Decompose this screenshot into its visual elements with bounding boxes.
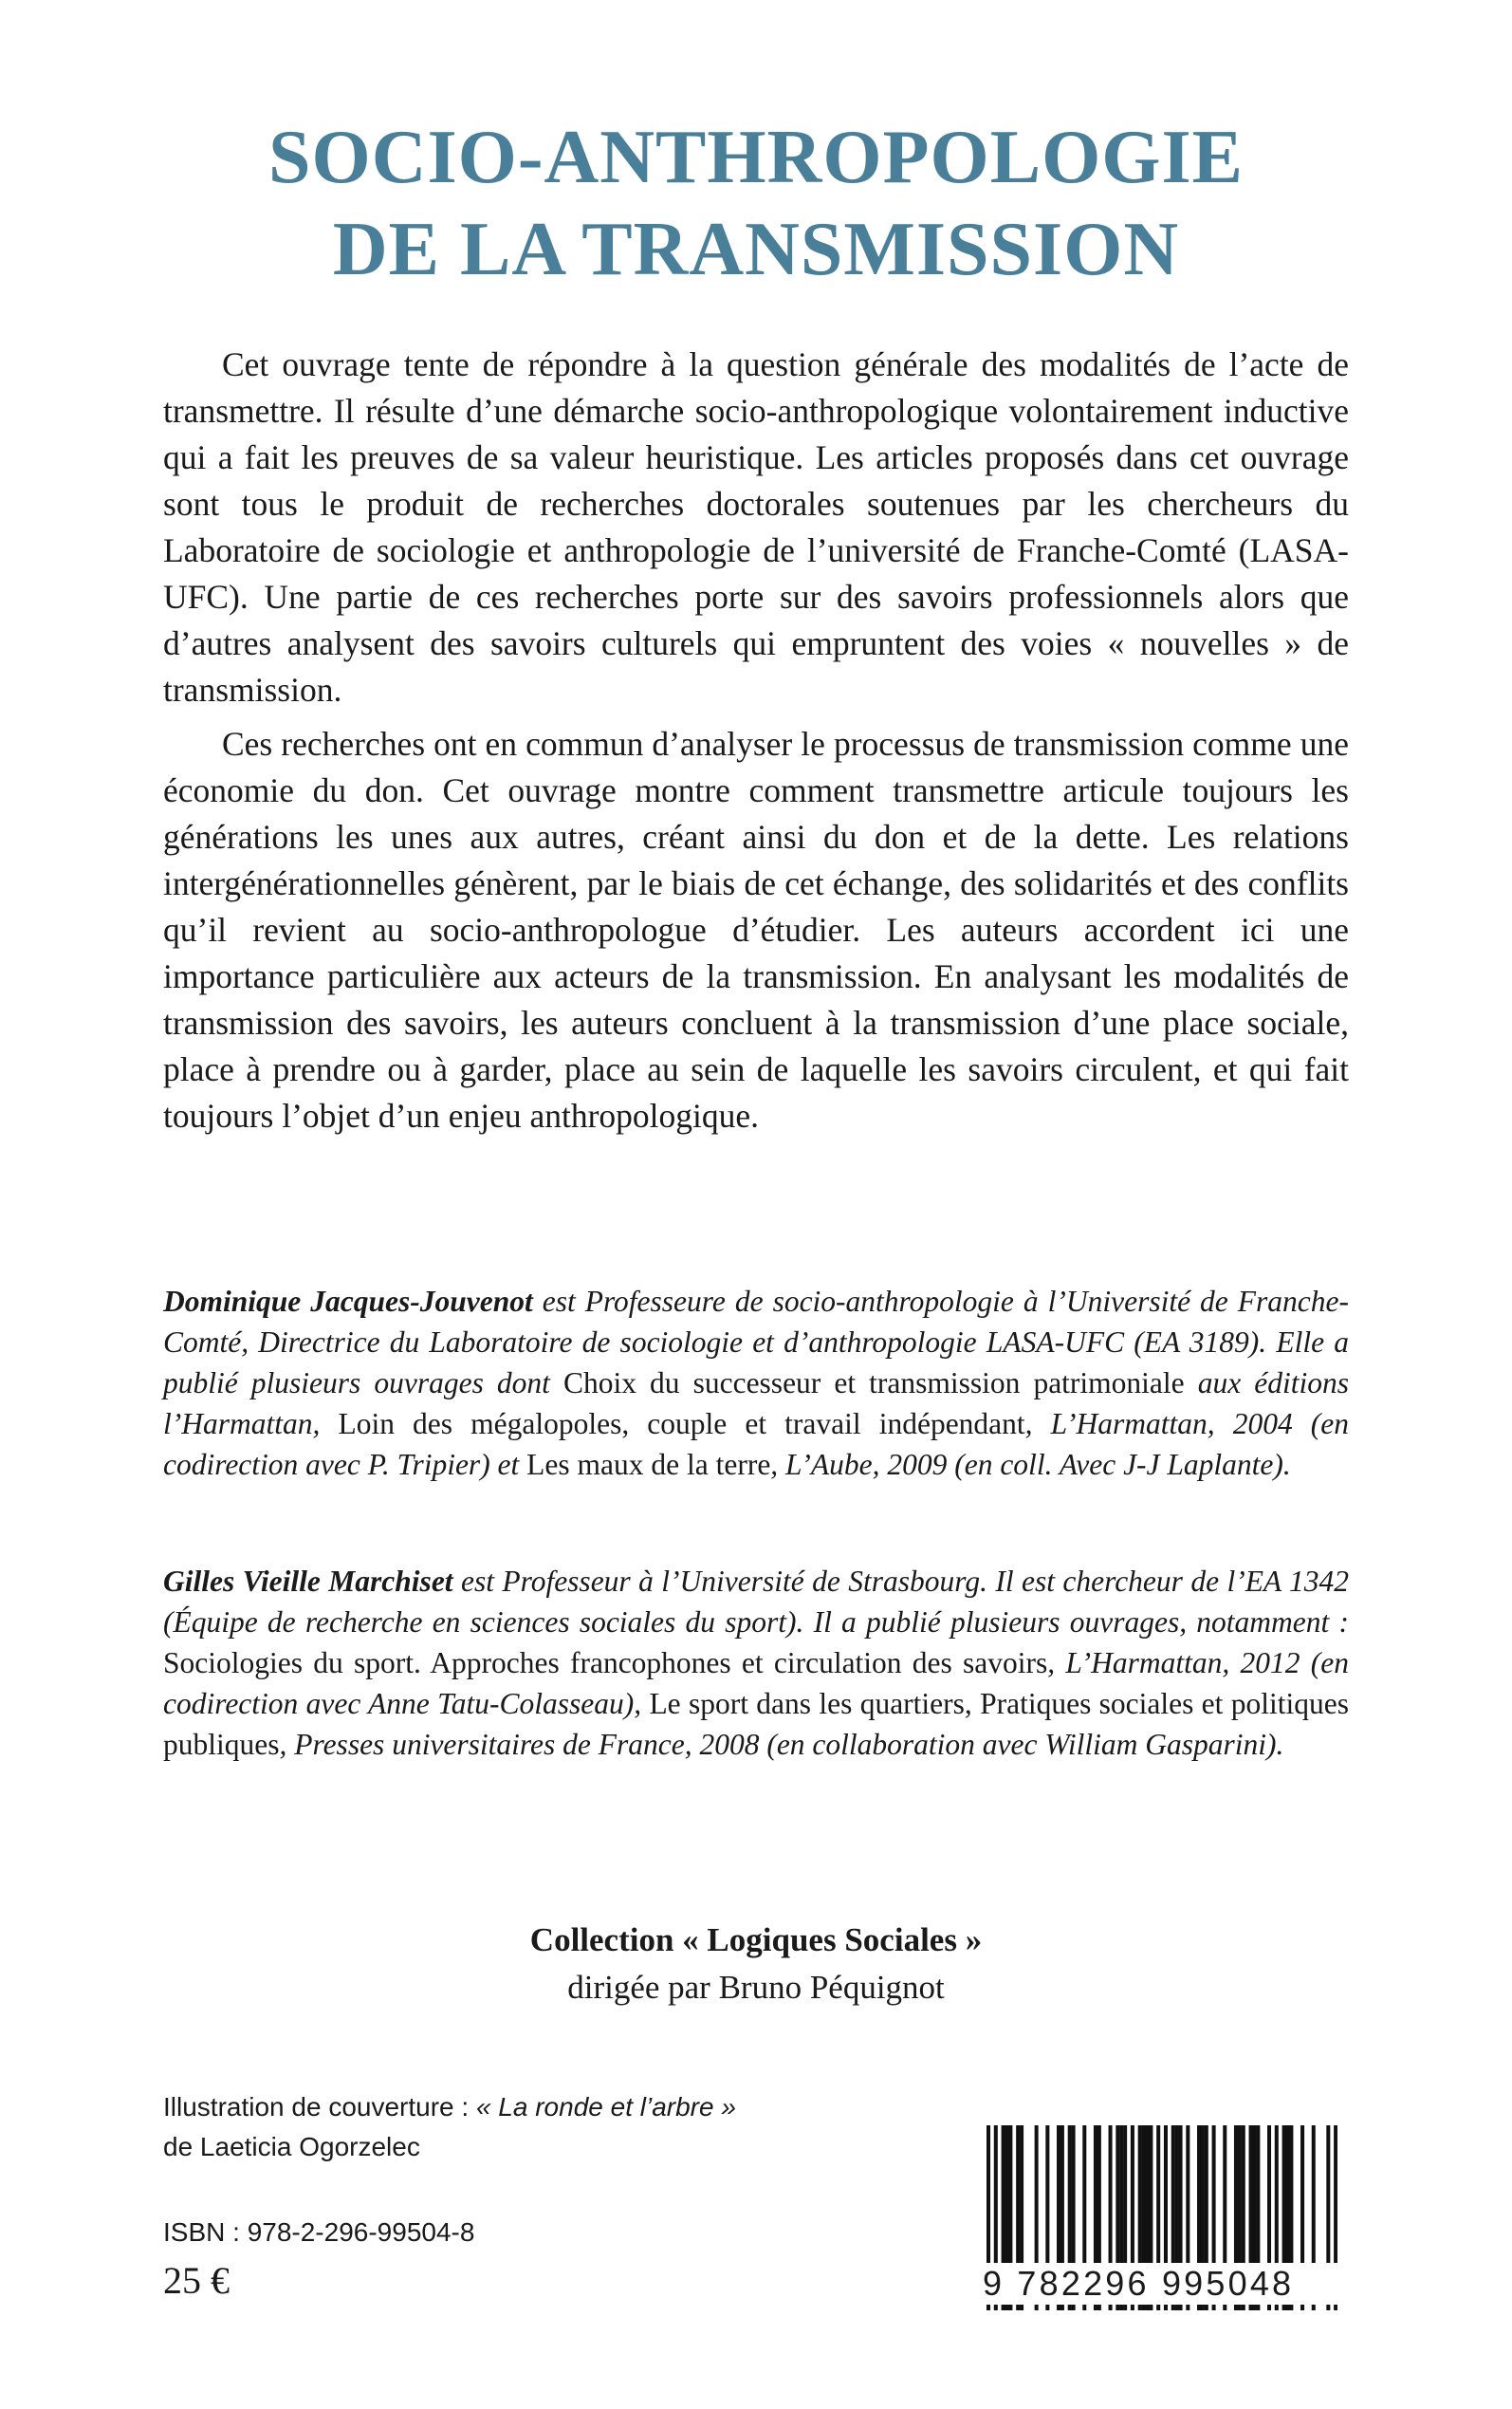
cover-credits (163, 2087, 827, 2167)
credits-prefix: Illustration de couverture : (163, 2092, 476, 2122)
summary-paragraph-1: Cet ouvrage tente de répondre à la question générale des modalités de l’acte de transmettre. Il résulte d’une démarche socio-anthropologique volontairement inductive qui a fait les preuves de sa valeur heuristique. Les articles proposés dans cet ouvrage sont tous le produit de recherches doctorales soutenues par les chercheurs du Laboratoire de sociologie et anthropologie de l’université de Franche-Comté (LASA-UFC). Une partie de ces recherches porte sur des savoirs professionnels alors que d’autres analysent des savoirs culturels qui empruntent des voies « nouvelles » de transmission. (163, 345, 1349, 709)
collection-director: dirigée par Bruno Péquignot (567, 1969, 945, 2006)
collection-name: Collection « Logiques Sociales » (529, 1921, 983, 1958)
collection-info (142, 1917, 1370, 2011)
bio1-work-1: Choix du successeur et transmission patrimoniale (562, 1366, 1185, 1399)
credits-artist: de Laeticia Ogorzelec (163, 2132, 420, 2161)
author-bio-2 (163, 1561, 1349, 1765)
bio1-text-3: , L’Harmattan, 2004 (en codirection avec P. Tripier) et (163, 1407, 1350, 1481)
bio1-text-1: est Professeure de socio-anthropologie à l’Université de Franche-Comté, Directrice du Laboratoire de sociologie et d’anthropologie LASA-UFC (EA 3189). Elle a publié plusieurs ouvrages dont (163, 1285, 1349, 1399)
author-name-1: Dominique Jacques-Jouvenot (163, 1285, 533, 1318)
isbn: ISBN : 978-2-296-99504-8 (163, 2217, 475, 2247)
bio2-text-1: est Professeur à l’Université de Strasbourg. Il est chercheur de l’EA 1342 (Équipe de recherche en sciences sociales du sport). Il a publié plusieurs ouvrages, notamment : (163, 1565, 1350, 1639)
summary-paragraph-2: Ces recherches ont en commun d’analyser le processus de transmission comme une économie du don. Cet ouvrage montre comment transmettre articule toujours les générations les unes aux autres, créant ainsi du don et de la dette. Les relations intergénérationnelles génèrent, par le biais de cet échange, des solidarités et des conflits qu’il revient au socio-anthropologue d’étudier. Les auteurs accordent ici une importance particulière aux acteurs de la transmission. En analysant les modalités de transmission des savoirs, les auteurs concluent à la transmission d’une place sociale, place à prendre ou à garder, place au sein de laquelle les savoirs circulent, et qui fait toujours l’objet d’un enjeu anthropologique. (163, 725, 1349, 1135)
bio1-work-3: Les maux de la terre (526, 1448, 771, 1481)
author-name-2: Gilles Vieille Marchiset (163, 1565, 453, 1598)
credits-work-title: « La ronde et l’arbre » (475, 2092, 736, 2122)
price: 25 € (163, 2259, 230, 2302)
bio1-text-2: aux éditions l’Harmattan, (163, 1366, 1349, 1440)
bio1-text-4: , L’Aube, 2009 (en coll. Avec J-J Laplante). (770, 1448, 1291, 1481)
bio2-work-1: Sociologies du sport. Approches francophones et circulation des savoirs (163, 1646, 1048, 1679)
title-line-2: DE LA TRANSMISSION (332, 208, 1180, 291)
bio2-text-2: , L’Harmattan, 2012 (en codirection avec Anne Tatu-Colasseau), (163, 1646, 1349, 1720)
title-line-1: SOCIO-ANTHROPOLOGIE (267, 116, 1245, 199)
book-title (142, 112, 1370, 296)
book-summary (163, 342, 1349, 1147)
bio2-text-3: , Presses universitaires de France, 2008 (en collaboration avec William Gasparini). (279, 1728, 1284, 1761)
bio1-work-2: Loin des mégalopoles, couple et travail indépendant (338, 1407, 1025, 1440)
author-bio-1 (163, 1281, 1349, 1485)
barcode-digits: 9 782296 995048 (983, 2263, 1343, 2305)
bio2-work-2: Le sport dans les quartiers, Pratiques sociales et politiques publiques (163, 1687, 1349, 1761)
